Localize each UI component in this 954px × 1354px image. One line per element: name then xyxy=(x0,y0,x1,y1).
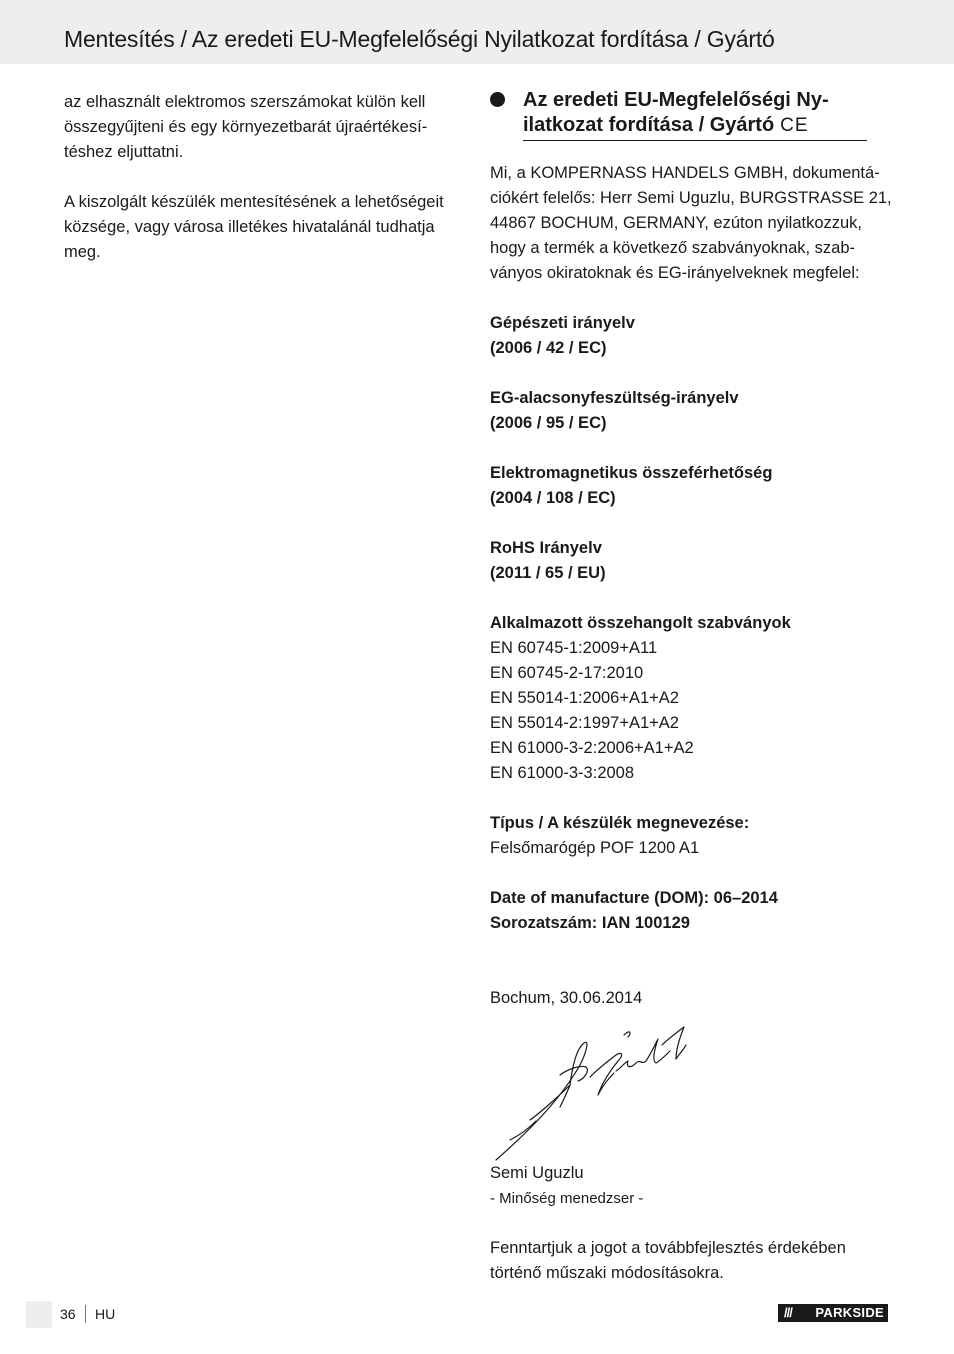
date-of-manufacture: Date of manufacture (DOM): 06–2014 xyxy=(490,889,778,907)
disposal-paragraph-2 xyxy=(64,190,464,265)
directive-name: RoHS Irányelv xyxy=(490,539,602,557)
text-line: Mi, a KOMPERNASS HANDELS GMBH, dokumentá- xyxy=(490,164,880,182)
disclaimer xyxy=(490,1236,900,1286)
directive-code: (2006 / 95 / EC) xyxy=(490,414,607,432)
signer-role: - Minőség menedzser - xyxy=(490,1190,644,1207)
page-number: 36 xyxy=(60,1306,76,1322)
standard-item: EN 61000-3-2:2006+A1+A2 xyxy=(490,739,694,757)
directive-low-voltage xyxy=(490,386,900,436)
bullet-icon xyxy=(490,92,505,107)
standards-title: Alkalmazott összehangolt szabványok xyxy=(490,614,791,632)
ce-mark-icon: CE xyxy=(780,115,809,136)
directive-code: (2011 / 65 / EU) xyxy=(490,564,606,582)
directive-emc xyxy=(490,461,900,511)
signer-name: Semi Uguzlu xyxy=(490,1164,584,1182)
page-title: Mentesítés / Az eredeti EU-Megfelelőségi Nyilatkozat fordítása / Gyártó xyxy=(64,26,775,52)
type-value: Felsőmarógép POF 1200 A1 xyxy=(490,839,700,857)
standard-item: EN 61000-3-3:2008 xyxy=(490,764,635,782)
text-line: Fenntartjuk a jogot a továbbfejlesztés érdekében xyxy=(490,1239,846,1257)
footer-page-box xyxy=(26,1301,52,1328)
standard-item: EN 60745-1:2009+A11 xyxy=(490,639,658,657)
text-line: 44867 BOCHUM, GERMANY, ezúton nyilatkozzuk, xyxy=(490,214,863,232)
text-line: összegyűjteni és egy környezetbarát újraértékesí- xyxy=(64,118,428,136)
text-line: hogy a termék a következő szabványoknak, szab- xyxy=(490,239,856,257)
left-column xyxy=(64,90,464,265)
standard-item: EN 55014-1:2006+A1+A2 xyxy=(490,689,679,707)
text-line: ványos okiratoknak és EG-irányelveknek megfelel: xyxy=(490,264,860,282)
disposal-paragraph-1 xyxy=(64,90,464,165)
section-heading xyxy=(490,88,900,138)
directive-machinery xyxy=(490,311,900,361)
declaration-intro xyxy=(490,161,900,286)
directive-name: Elektromagnetikus összeférhetőség xyxy=(490,464,773,482)
directive-rohs xyxy=(490,536,900,586)
directive-code: (2006 / 42 / EC) xyxy=(490,339,607,357)
text-line: az elhasznált elektromos szerszámokat külön kell xyxy=(64,93,426,111)
type-label: Típus / A készülék megnevezése: xyxy=(490,814,750,832)
logo-slashes-icon: /// xyxy=(784,1305,792,1320)
text-line: történő műszaki módosításokra. xyxy=(490,1264,724,1282)
directive-code: (2004 / 108 / EC) xyxy=(490,489,616,507)
brand-name: PARKSIDE xyxy=(815,1305,884,1320)
parkside-logo xyxy=(778,1304,888,1322)
standard-item: EN 60745-2-17:2010 xyxy=(490,664,644,682)
manufacture-info xyxy=(490,886,900,936)
directive-name: Gépészeti irányelv xyxy=(490,314,635,332)
product-type xyxy=(490,811,900,861)
place-date: Bochum, 30.06.2014 xyxy=(490,989,643,1007)
language-code: HU xyxy=(95,1306,116,1322)
signer-block xyxy=(490,1161,900,1211)
signature-image xyxy=(490,1025,700,1165)
footer-divider xyxy=(85,1305,86,1323)
text-line: A kiszolgált készülék mentesítésének a lehetőségeit xyxy=(64,193,444,211)
text-line: községe, vagy városa illetékes hivatalánál tudhatja xyxy=(64,218,435,236)
serial-number: Sorozatszám: IAN 100129 xyxy=(490,914,690,932)
directive-name: EG-alacsonyfeszültség-irányelv xyxy=(490,389,739,407)
section-title-line-1: Az eredeti EU-Megfelelőségi Ny- xyxy=(523,89,829,111)
text-line: meg. xyxy=(64,243,101,261)
section-title-line-2: ilatkozat fordítása / Gyártó xyxy=(523,114,775,136)
standard-item: EN 55014-2:1997+A1+A2 xyxy=(490,714,679,732)
text-line: ciókért felelős: Herr Semi Uguzlu, BURGSTRASSE 21, xyxy=(490,189,892,207)
text-line: téshez eljuttatni. xyxy=(64,143,184,161)
standards-list xyxy=(490,611,900,786)
